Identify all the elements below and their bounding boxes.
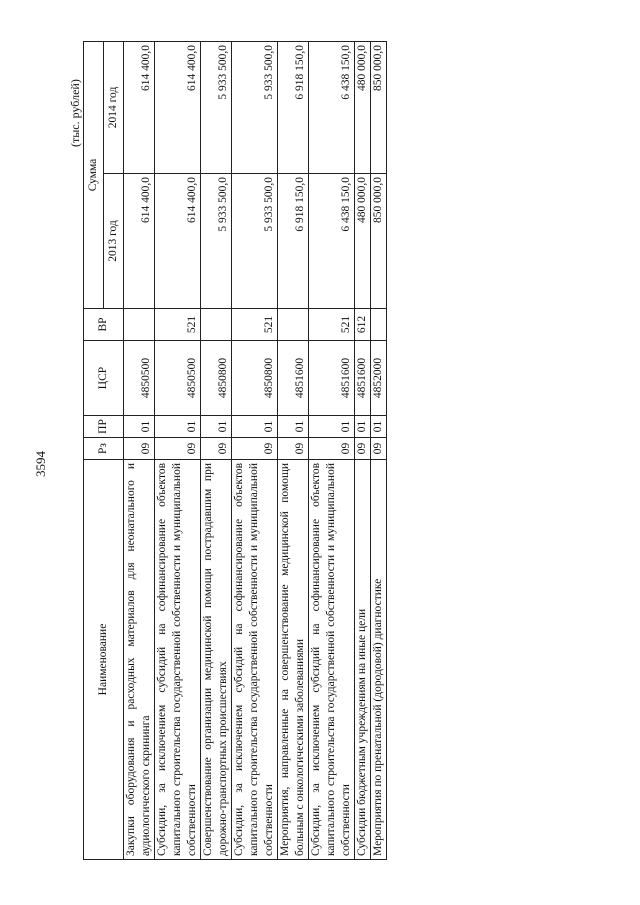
row-csr: 4850500 (155, 341, 201, 416)
row-sum-2013: 5 933 500,0 (201, 174, 232, 309)
row-csr: 4850800 (232, 341, 278, 416)
row-vr (201, 309, 232, 341)
row-name: Субсидии, за исключением субсидий на софинансирование объектов капитального строительства государственной собственности и муниципальной собственности (309, 460, 355, 860)
row-rz: 09 (155, 438, 201, 460)
table-row (201, 41, 232, 859)
row-vr: 612 (355, 309, 371, 341)
row-sum-2014: 614 400,0 (124, 41, 155, 173)
header-pr: ПР (84, 416, 124, 438)
header-rz: Рз (84, 438, 124, 460)
header-sum: Сумма (84, 41, 104, 308)
row-csr: 4851600 (278, 341, 309, 416)
row-sum-2014: 6 918 150,0 (278, 41, 309, 173)
row-vr (371, 309, 387, 341)
row-pr: 01 (124, 416, 155, 438)
row-pr: 01 (232, 416, 278, 438)
row-name: Субсидии, за исключением субсидий на софинансирование объектов капитального строительства государственной собственности и муниципальной собственности (155, 460, 201, 860)
row-pr: 01 (201, 416, 232, 438)
row-sum-2013: 480 000,0 (355, 174, 371, 309)
row-name: Субсидии бюджетным учреждениям на иные цели (355, 460, 371, 860)
row-name: Мероприятия, направленные на совершенствование медицинской помощи больным с онкологическими заболеваниями (278, 460, 309, 860)
row-csr: 4850500 (124, 341, 155, 416)
header-csr: ЦСР (84, 341, 124, 416)
row-sum-2013: 6 438 150,0 (309, 174, 355, 309)
row-csr: 4852000 (371, 341, 387, 416)
row-rz: 09 (278, 438, 309, 460)
table-row (124, 41, 155, 859)
row-csr: 4850800 (201, 341, 232, 416)
row-pr: 01 (355, 416, 371, 438)
row-rz: 09 (201, 438, 232, 460)
header-name: Наименование (84, 460, 124, 860)
row-pr: 01 (278, 416, 309, 438)
row-vr: 521 (155, 309, 201, 341)
row-sum-2013: 614 400,0 (155, 174, 201, 309)
row-sum-2013: 5 933 500,0 (232, 174, 278, 309)
page-number: 3594 (33, 451, 48, 477)
row-sum-2013: 6 918 150,0 (278, 174, 309, 309)
row-name: Закупки оборудования и расходных материалов для неонатального и аудиологического скрининга (124, 460, 155, 860)
row-sum-2014: 6 438 150,0 (309, 41, 355, 173)
row-csr: 4851600 (309, 341, 355, 416)
row-name: Субсидии, за исключением субсидий на софинансирование объектов капитального строительства государственной собственности и муниципальной собственности (232, 460, 278, 860)
row-pr: 01 (371, 416, 387, 438)
row-vr: 521 (232, 309, 278, 341)
table-body (124, 41, 387, 859)
row-rz: 09 (232, 438, 278, 460)
row-csr: 4851600 (355, 341, 371, 416)
header-year-2014: 2014 год (104, 41, 124, 173)
row-name: Совершенствование организации медицинской помощи пострадавшим при дорожно-транспортных происшествиях (201, 460, 232, 860)
row-sum-2013: 614 400,0 (124, 174, 155, 309)
row-vr (124, 309, 155, 341)
header-year-2013: 2013 год (104, 174, 124, 309)
row-vr: 521 (309, 309, 355, 341)
row-sum-2014: 614 400,0 (155, 41, 201, 173)
row-vr (278, 309, 309, 341)
row-pr: 01 (155, 416, 201, 438)
row-rz: 09 (124, 438, 155, 460)
row-sum-2014: 5 933 500,0 (201, 41, 232, 173)
table-row (155, 41, 201, 859)
row-sum-2013: 850 000,0 (371, 174, 387, 309)
row-rz: 09 (371, 438, 387, 460)
table-row (355, 41, 371, 859)
row-sum-2014: 5 933 500,0 (232, 41, 278, 173)
table-row (309, 41, 355, 859)
row-name: Мероприятия по пренатальной (дородовой) диагностике (371, 460, 387, 860)
row-rz: 09 (309, 438, 355, 460)
table-row (278, 41, 309, 859)
header-vr: ВР (84, 309, 124, 341)
units-note: (тыс. рублей) (68, 79, 82, 147)
table-row (371, 41, 387, 859)
header-row-top (84, 41, 104, 859)
table-row (232, 41, 278, 859)
budget-table (83, 41, 387, 860)
row-rz: 09 (355, 438, 371, 460)
row-sum-2014: 480 000,0 (355, 41, 371, 173)
row-pr: 01 (309, 416, 355, 438)
row-sum-2014: 850 000,0 (371, 41, 387, 173)
